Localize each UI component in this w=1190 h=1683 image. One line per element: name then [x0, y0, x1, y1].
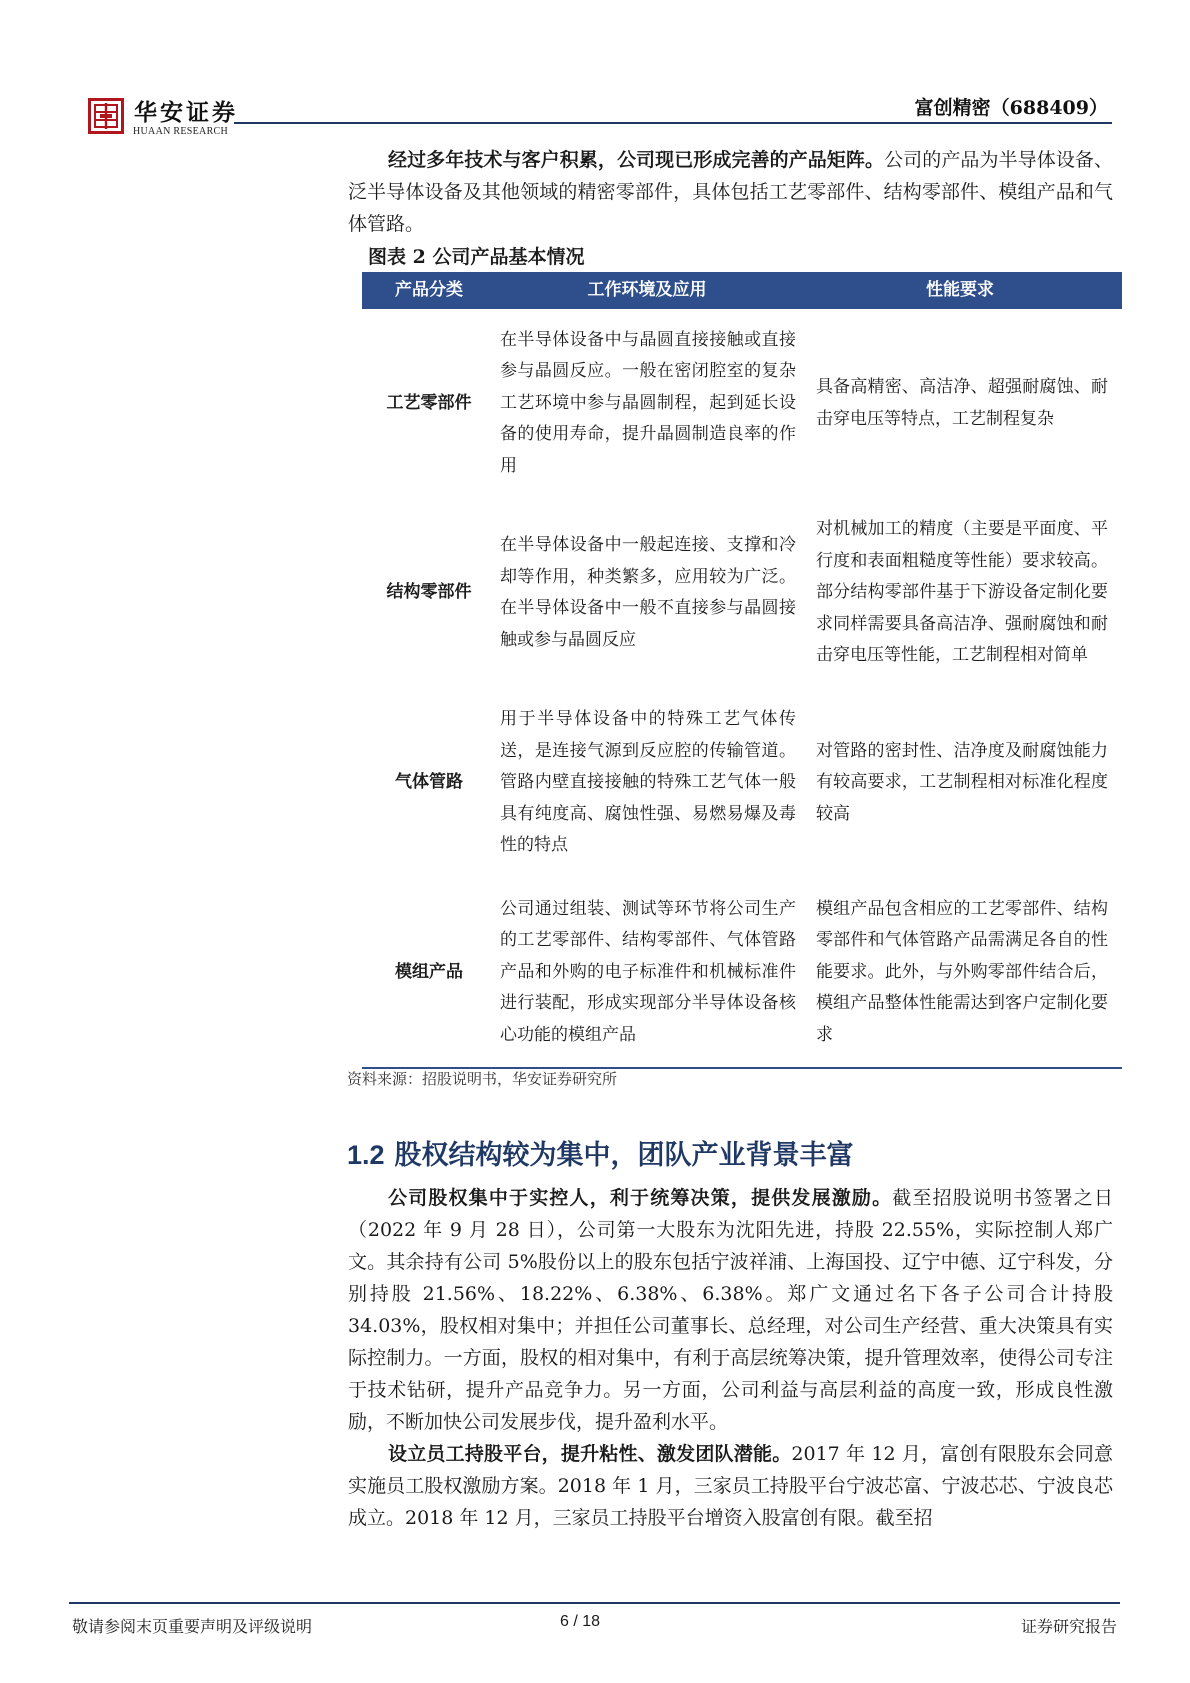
product-table — [362, 272, 1122, 1069]
brand-name-en: HUAAN RESEARCH — [133, 126, 229, 137]
page-number: 6 / 18 — [560, 1613, 601, 1630]
esop-text: 2017 年 12 月，富创有限股东会同意实施员工股权激励方案。2018 年 1 月，三家员工持股平台宁波芯富、宁波芯芯、宁波良芯成立。2018 年 12 月，三家员工持股平台增资入股富创有限。截至招 — [348, 1443, 1113, 1529]
ownership-text: 截至招股说明书签署之日（2022 年 9 月 28 日），公司第一大股东为沈阳先进，持股 22.55%，实际控制人郑广文。其余持有公司 5%股份以上的股东包括宁波祥浦、上海国投、辽宁中德、辽宁科发，分别持股 21.56%、18.22%、6.38%、6.38%。郑广文通过名下各子公司合计持股 34.03%，股权相对集中；并担任公司董事长、总经理，对公司生产经营、重大决策具有实际控制力。一方面，股权的相对集中，有利于高层统筹决策，提升管理效率，使得公司专注于技术钻研，提升产品竞争力。另一方面，公司利益与高层利益的高度一致，形成良性激励，不断加快公司发展步伐，提升盈利水平。 — [348, 1187, 1113, 1433]
figure-title: 图表 2 公司产品基本情况 — [368, 246, 585, 268]
table-row — [362, 309, 1122, 498]
footer-divider — [69, 1602, 1120, 1604]
intro-lead: 经过多年技术与客户积累，公司现已形成完善的产品矩阵。 — [388, 149, 885, 171]
product-environment: 在半导体设备中一般起连接、支撑和冷却等作用，种类繁多，应用较为广泛。在半导体设备中一般不直接参与晶圆接触或参与晶圆反应 — [500, 535, 796, 650]
intro-text: 公司的产品为半导体设备、泛半导体设备及其他领域的精密零部件，具体包括工艺零部件、结构零部件、模组产品和气体管路。 — [348, 149, 1113, 235]
section-heading — [347, 1133, 854, 1172]
intro-paragraph — [348, 144, 1113, 240]
table-row — [362, 878, 1122, 1068]
product-environment: 在半导体设备中与晶圆直接接触或直接参与晶圆反应。一般在密闭腔室的复杂工艺环境中参与晶圆制程，起到延长设备的使用寿命，提升晶圆制造良率的作用 — [500, 329, 796, 476]
product-category: 模组产品 — [362, 878, 496, 1068]
column-header: 产品分类 — [362, 272, 496, 309]
header-divider — [234, 122, 1112, 124]
column-header: 性能要求 — [798, 272, 1122, 309]
column-header: 工作环境及应用 — [496, 272, 798, 309]
product-category: 工艺零部件 — [386, 392, 472, 413]
table-row — [362, 498, 1122, 688]
product-category: 气体管路 — [395, 772, 463, 793]
product-environment: 用于半导体设备中的特殊工艺气体传送，是连接气源到反应腔的传输管道。管路内壁直接接触的特殊工艺气体一般具有纯度高、腐蚀性强、易燃易爆及毒性的特点 — [500, 709, 796, 856]
product-performance: 对管路的密封性、洁净度及耐腐蚀能力有较高要求，工艺制程相对标准化程度较高 — [816, 740, 1108, 824]
figure-source: 资料来源：招股说明书，华安证券研究所 — [347, 1070, 618, 1088]
esop-lead: 设立员工持股平台，提升粘性、激发团队潜能。 — [388, 1443, 792, 1465]
product-category: 结构零部件 — [386, 582, 472, 603]
report-title: 富创精密（688409） — [914, 97, 1108, 119]
ownership-paragraph — [348, 1182, 1113, 1438]
section-number: 1.2 — [347, 1140, 385, 1170]
product-performance: 对机械加工的精度（主要是平面度、平行度和表面粗糙度等性能）要求较高。部分结构零部件基于下游设备定制化要求同样需要具备高洁净、强耐腐蚀和耐击穿电压等性能，工艺制程相对简单 — [816, 519, 1108, 666]
brand-name: 华安证券 — [134, 99, 238, 126]
ownership-lead: 公司股权集中于实控人，利于统筹决策，提供发展激励。 — [388, 1187, 893, 1209]
huaan-seal-logo-icon — [88, 98, 124, 134]
page-header — [84, 84, 1112, 140]
product-environment: 公司通过组装、测试等环节将公司生产的工艺零部件、结构零部件、气体管路产品和外购的电子标准件和机械标准件进行装配，形成实现部分半导体设备核心功能的模组产品 — [496, 878, 798, 1068]
section-title: 股权结构较为集中，团队产业背景丰富 — [394, 1140, 854, 1171]
product-performance: 模组产品包含相应的工艺零部件、结构零部件和气体管路产品需满足各自的性能要求。此外，与外购零部件结合后，模组产品整体性能需达到客户定制化要求 — [798, 878, 1122, 1068]
table-row — [362, 688, 1122, 878]
product-performance: 具备高精密、高洁净、超强耐腐蚀、耐击穿电压等特点，工艺制程复杂 — [816, 377, 1108, 429]
esop-paragraph — [348, 1438, 1113, 1534]
table-header-row — [362, 272, 1122, 309]
footer-report-type: 证券研究报告 — [1020, 1617, 1117, 1636]
footer-disclaimer: 敬请参阅末页重要声明及评级说明 — [72, 1617, 313, 1636]
